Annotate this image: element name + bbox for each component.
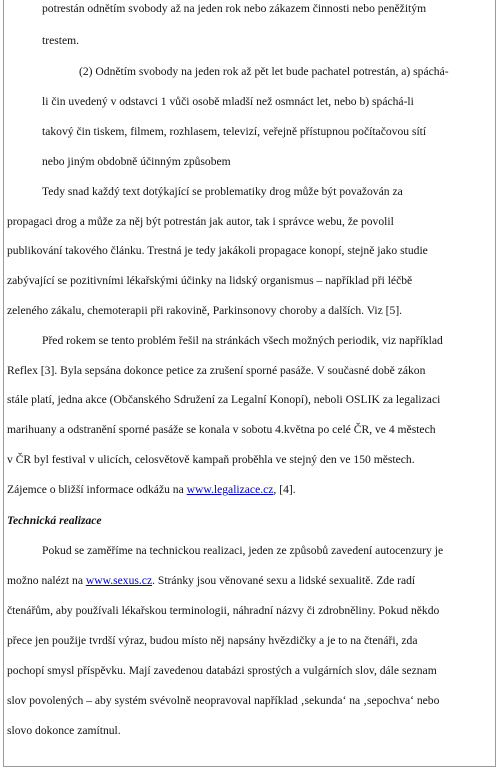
text-line: Před rokem se tento problém řešil na stránkách všech možných periodik, viz například bbox=[42, 334, 443, 347]
text-line bbox=[7, 483, 296, 497]
text-line: marihuany a odstranění sporné pasáže se konala v sobotu 4.května po celé ČR, ve 4 městech bbox=[7, 423, 436, 436]
text-line: li čin uvedený v odstavci 1 vůči osobě mladší než osmnáct let, nebo b) spáchá-li bbox=[42, 95, 414, 108]
text-line: Reflex [3]. Byla sepsána dokonce petice za zrušení sporné pasáže. V současné době zákon bbox=[7, 364, 426, 377]
text-line: nebo jiným obdobně účinným způsobem bbox=[42, 155, 231, 168]
section-heading: Technická realizace bbox=[7, 514, 102, 527]
text-line: zeleného zákalu, chemoterapii při rakovině, Parkinsonovy choroby a dalších. Viz [5]. bbox=[7, 304, 403, 317]
sexus-link[interactable]: www.sexus.cz bbox=[85, 574, 153, 587]
text-line: (2) Odnětím svobody na jeden rok až pět let bude pachatel potrestán, a) spáchá- bbox=[79, 65, 449, 78]
text-line: v ČR byl festival v ulicích, celosvětově kampaň proběhla ve stejný den ve 150 městech. bbox=[7, 453, 415, 466]
text-span: Zájemce o bližší informace odkážu na bbox=[7, 483, 187, 496]
text-line: publikování takového článku. Trestná je tedy jakákoli propagace konopí, stejně jako studie bbox=[7, 244, 428, 257]
text-line: zabývající se pozitivními lékařskými účinky na lidský organismus – například při léčbě bbox=[7, 274, 413, 287]
text-line: trestem. bbox=[42, 34, 80, 47]
text-line: stále platí, jedna akce (Občanského Sdružení za Legalní Konopí), neboli OSLIK za legalizaci bbox=[7, 393, 441, 406]
text-line: takový čin tiskem, filmem, rozhlasem, televizí, veřejně přístupnou počítačovou sítí bbox=[42, 125, 427, 138]
legalizace-link[interactable]: www.legalizace.cz bbox=[186, 483, 274, 496]
text-span: , [4]. bbox=[273, 483, 296, 496]
text-line: čtenářům, aby používali lékařskou terminologii, náhradní názvy či zdrobněliny. Pokud někdo bbox=[7, 604, 440, 617]
text-line: pochopí smysl příspěvku. Mají zavedenou databázi sprostých a vulgárních slov, dále seznam bbox=[7, 664, 437, 677]
text-line: Pokud se zaměříme na technickou realizaci, jeden ze způsobů zavedení autocenzury je bbox=[42, 544, 444, 557]
text-line: přece jen použije tvrdší výraz, budou místo něj napsány hvězdičky a je to na čtenáři, zda bbox=[7, 634, 418, 647]
text-line: slovo dokonce zamítnul. bbox=[7, 724, 121, 737]
text-line: slov povolených – aby systém svévolně neopravoval například ‚sekunda‘ na ‚sepochva‘ nebo bbox=[7, 694, 440, 707]
text-line: potrestán odnětím svobody až na jeden rok nebo zákazem činnosti nebo peněžitým bbox=[42, 2, 427, 15]
text-span: . Stránky jsou věnované sexu a lidské sexualitě. Zde radí bbox=[152, 574, 416, 587]
text-line: Tedy snad každý text dotýkající se problematiky drog může být považován za bbox=[42, 185, 403, 198]
text-line: propagaci drog a může za něj být potrestán jak autor, tak i správce webu, že povolil bbox=[7, 215, 394, 228]
document-page bbox=[3, 0, 496, 767]
text-line bbox=[7, 574, 415, 588]
text-span: možno nalézt na bbox=[7, 574, 86, 587]
